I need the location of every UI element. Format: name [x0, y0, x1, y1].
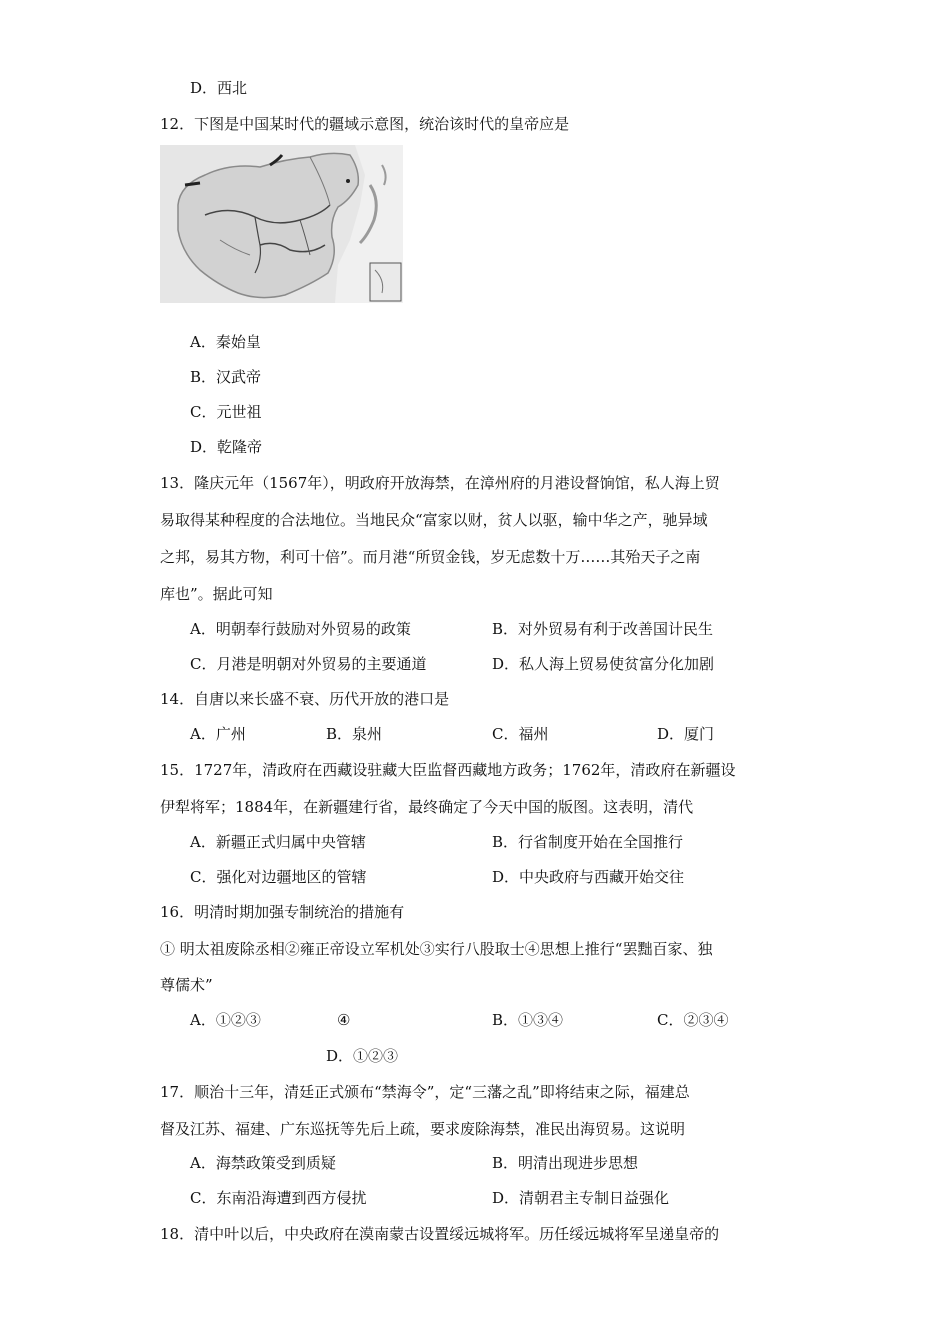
option-c: C．元世祖 — [190, 403, 262, 421]
option-b: B．对外贸易有利于改善国计民生 — [492, 620, 714, 638]
question-16-line: ① 明太祖废除丞相②雍正帝设立军机处③实行八股取士④思想上推行“罢黜百家、独 — [160, 940, 713, 958]
option-c: C．②③④ — [657, 1011, 729, 1029]
question-16-stem: 16．明清时期加强专制统治的措施有 — [160, 903, 405, 921]
option-d: D．西北 — [190, 79, 248, 97]
option-b: B．汉武帝 — [190, 368, 262, 386]
option-c: C．月港是明朝对外贸易的主要通道 — [190, 655, 427, 673]
option-a: A．①②③ — [190, 1011, 261, 1029]
question-13-line: 13．隆庆元年（1567年），明政府开放海禁，在漳州府的月港设督饷馆，私人海上贸 — [160, 474, 720, 492]
option-b: B．①③④ — [492, 1011, 564, 1029]
option-d: D．私人海上贸易使贫富分化加剧 — [492, 655, 715, 673]
option-b: B．泉州 — [326, 725, 383, 743]
question-17-line: 督及江苏、福建、广东巡抚等先后上疏，要求废除海禁，准民出海贸易。这说明 — [160, 1120, 686, 1138]
option-a: A．新疆正式归属中央管辖 — [190, 833, 366, 851]
question-13-line: 易取得某种程度的合法地位。当地民众“富家以财，贫人以驱，输中华之产，驰异域 — [160, 511, 708, 529]
option-c: C．强化对边疆地区的管辖 — [190, 868, 367, 886]
question-13-line: 之邦，易其方物，利可十倍”。而月港“所贸金钱，岁无虑数十万……其殆天子之南 — [160, 548, 701, 566]
option-b: B．行省制度开始在全国推行 — [492, 833, 684, 851]
question-14-stem: 14．自唐以来长盛不衰、历代开放的港口是 — [160, 690, 450, 708]
china-territory-map-icon — [160, 145, 403, 303]
option-a: A．明朝奉行鼓励对外贸易的政策 — [190, 620, 411, 638]
option-d: D．乾隆帝 — [190, 438, 263, 456]
question-18-line: 18．清中叶以后，中央政府在漠南蒙古设置绥远城将军。历任绥远城将军呈递皇帝的 — [160, 1225, 720, 1243]
option-a: A．海禁政策受到质疑 — [190, 1154, 336, 1172]
option-d: D．中央政府与西藏开始交往 — [492, 868, 685, 886]
option-d: D．清朝君主专制日益强化 — [492, 1189, 670, 1207]
option-c: C．东南沿海遭到西方侵扰 — [190, 1189, 367, 1207]
option-a-continued: ④ — [337, 1011, 351, 1029]
option-b: B．明清出现进步思想 — [492, 1154, 639, 1172]
question-17-line: 17．顺治十三年，清廷正式颁布“禁海令”，定“三藩之乱”即将结束之际，福建总 — [160, 1083, 690, 1101]
question-12-stem: 12．下图是中国某时代的疆域示意图，统治该时代的皇帝应是 — [160, 115, 570, 133]
question-15-line: 15．1727年，清政府在西藏设驻藏大臣监督西藏地方政务；1762年，清政府在新疆设 — [160, 761, 736, 779]
option-d: D．厦门 — [657, 725, 715, 743]
question-15-line: 伊犁将军；1884年，在新疆建行省，最终确定了今天中国的版图。这表明，清代 — [160, 798, 694, 816]
question-16-line: 尊儒术” — [160, 976, 213, 994]
option-d: D．①②③ — [326, 1047, 399, 1065]
option-c: C．福州 — [492, 725, 549, 743]
question-13-line: 库也”。据此可知 — [160, 585, 273, 603]
option-a: A．广州 — [190, 725, 246, 743]
option-a: A．秦始皇 — [190, 333, 261, 351]
